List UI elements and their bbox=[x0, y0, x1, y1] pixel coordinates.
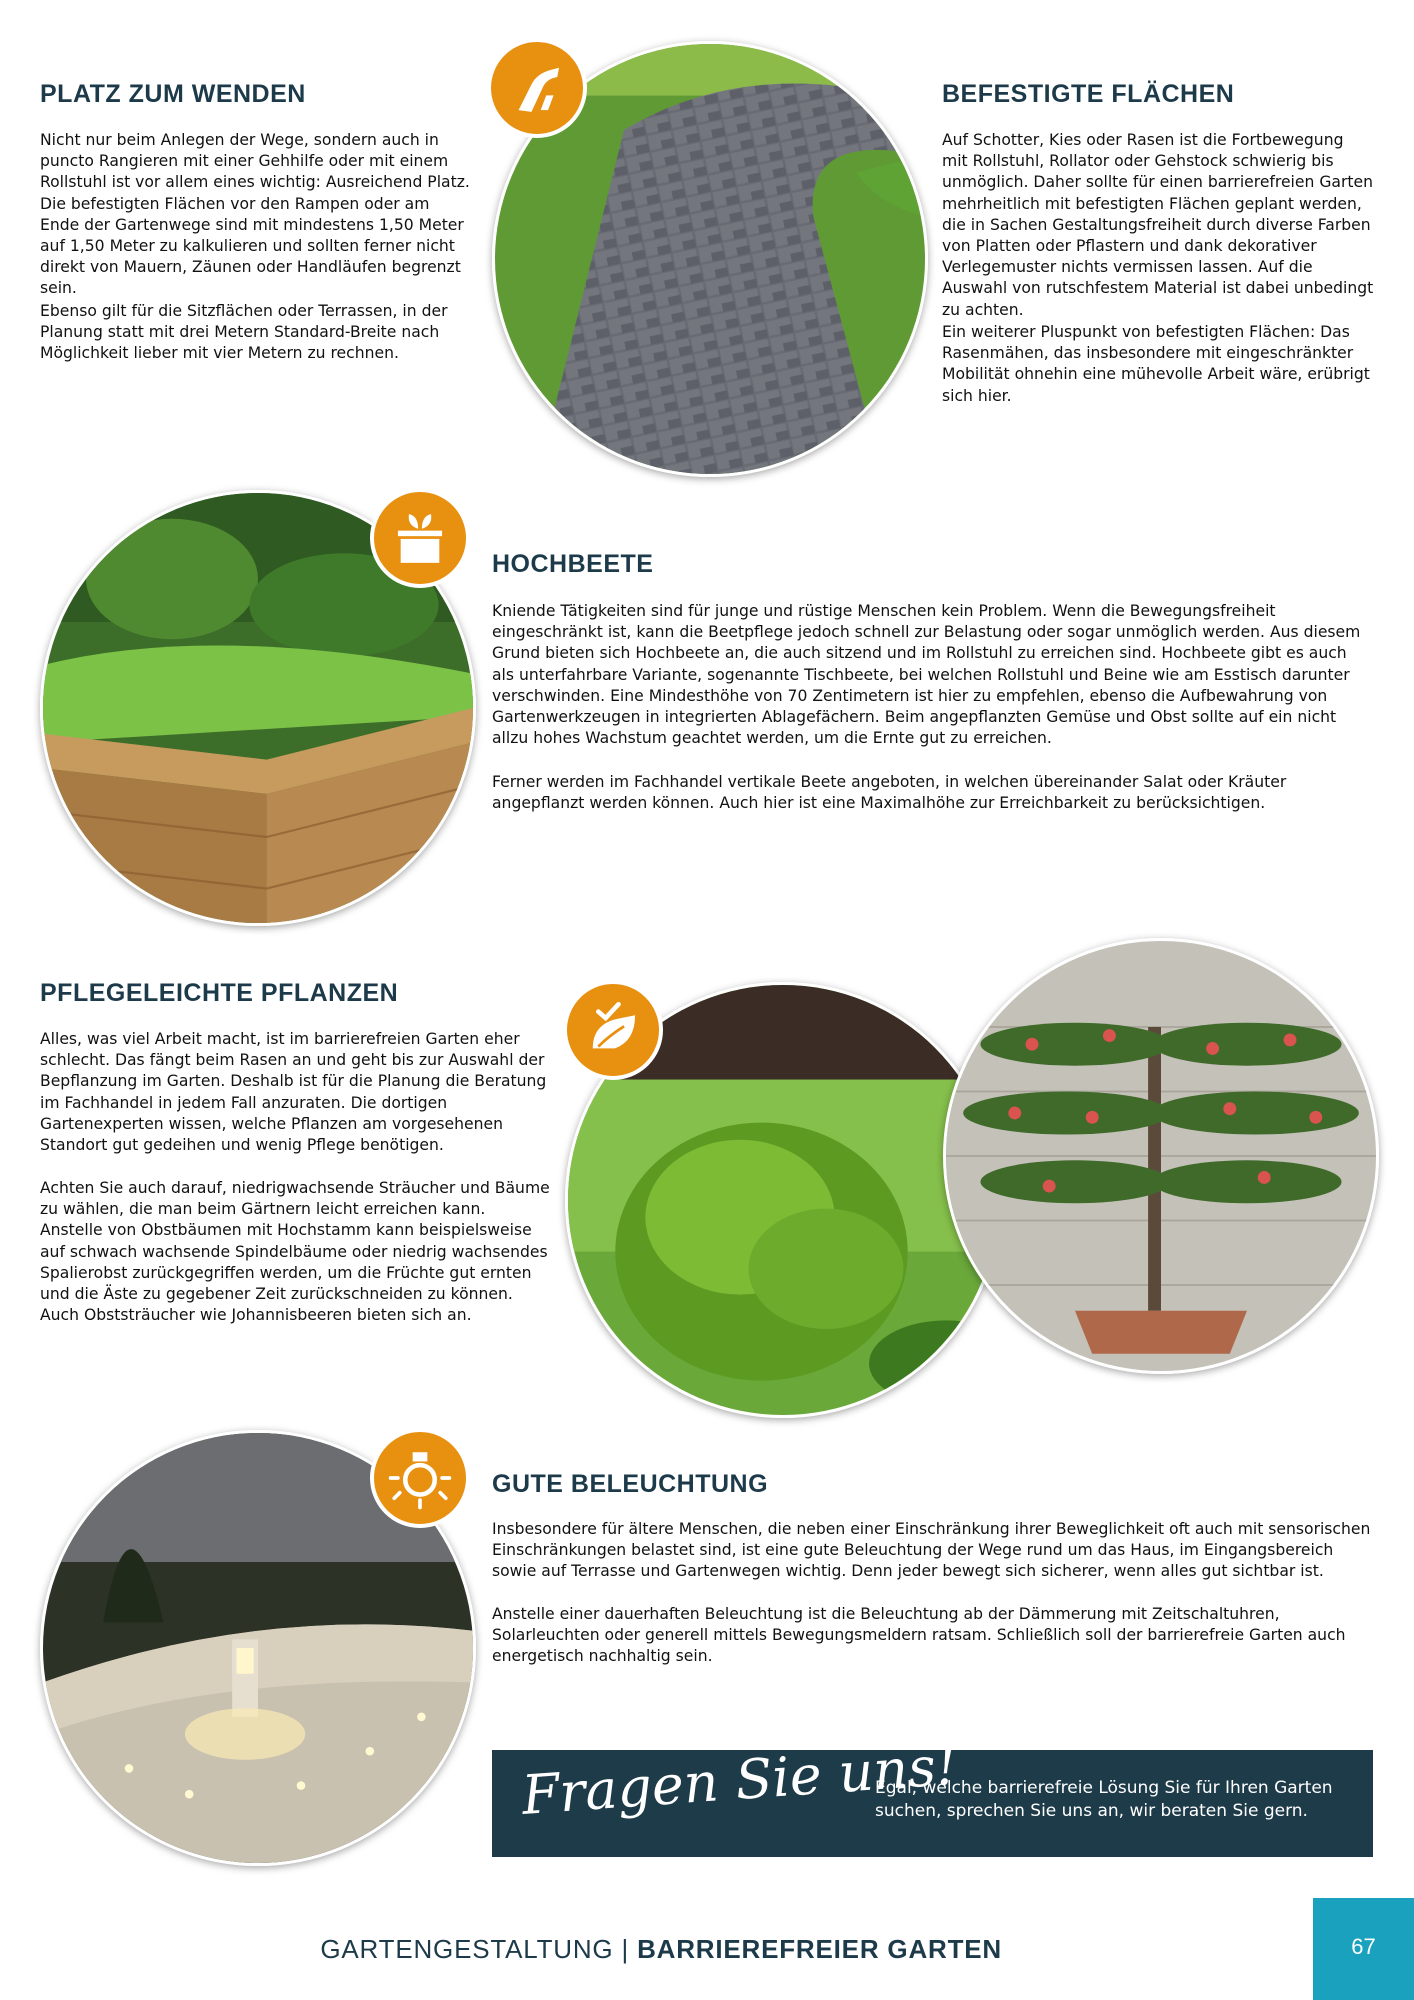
page-number-box bbox=[1313, 1898, 1414, 2000]
heading-gute-beleuchtung: GUTE BELEUCHTUNG bbox=[492, 1470, 769, 1498]
footer-separator: | bbox=[621, 1934, 630, 1964]
heading-pflegeleichte-pflanzen: PFLEGELEICHTE PFLANZEN bbox=[40, 979, 399, 1007]
heading-platz-zum-wenden: PLATZ ZUM WENDEN bbox=[40, 80, 306, 108]
heading-hochbeete: HOCHBEETE bbox=[492, 550, 654, 578]
paragraph: Kniende Tätigkeiten sind für junge und rüstige Menschen kein Problem. Wenn die Bewegungsfreiheit eingeschränkt ist, kann die Beetpflege jedoch schnell zur Belastung oder sogar unmöglich werden. Aus diesem Grund bieten sich Hochbeete an, die auch sitzend und im Rollstuhl zu erreichen sind. Hochbeete gibt es auch als unterfahrbare Variante, sogenannte Tischbeete, bei welchen Rollstuhl und Beine wie am Esstisch darunter verschwinden. Eine Mindesthöhe von 70 Zentimetern ist hier zu empfehlen, ebenso die Aufbewahrung von Gartenwerkzeugen in integrierten Ablagefächern. Beim angepflanzten Gemüse und Obst sollte auf ein nicht allzu hohes Wachstum geachtet werden, um die Ernte gut zu erreichen. bbox=[492, 602, 1361, 748]
espalier-tree-photo bbox=[943, 938, 1379, 1374]
planter-box-icon bbox=[370, 488, 470, 588]
paragraph: Insbesondere für ältere Menschen, die neben einer Einschränkung ihrer Beweglichkeit oft auch mit sensorischen Einschränkungen belastet sind, ist eine gute Beleuchtung der Wege rund um das Haus, im Eingangsbereich sowie auf Terrasse und Gartenwegen wichtig. Denn jeder bewegt sich sicherer, wenn alles gut sichtbar ist. bbox=[492, 1520, 1371, 1581]
cta-script-heading: Fragen Sie uns! bbox=[519, 1733, 960, 1827]
paragraph: Alles, was viel Arbeit macht, ist im barrierefreien Garten eher schlecht. Das fängt beim Rasen an und geht bis zur Auswahl der Bepflanzung im Garten. Deshalb ist für die Planung die Beratung im Fachhandel in jedem Fall anzuraten. Die dortigen Gartenexperten wissen, welche Pflanzen am vorgesehenen Standort gut gedeihen und wenig Pflege benötigen. bbox=[40, 1030, 547, 1155]
paragraph: Ferner werden im Fachhandel vertikale Beete angeboten, in welchen übereinander Salat oder Kräuter angepflanzt werden können. Auch hier ist eine Maximalhöhe zur Erreichbarkeit zu berücksichtigen. bbox=[492, 773, 1287, 813]
footer-page-title: BARRIEREFREIER GARTEN bbox=[637, 1934, 1002, 1964]
paragraph: Ebenso gilt für die Sitzflächen oder Terrassen, in der Planung statt mit drei Metern Standard-Breite nach Möglichkeit lieber mit vier Metern zu rechnen. bbox=[40, 302, 448, 363]
heading-befestigte-flaechen: BEFESTIGTE FLÄCHEN bbox=[942, 80, 1235, 108]
footer-title bbox=[320, 1934, 1002, 1965]
footer-category: GARTENGESTALTUNG bbox=[320, 1934, 614, 1964]
leaf-check-icon bbox=[563, 980, 663, 1080]
page-number: 67 bbox=[1351, 1934, 1376, 1959]
paragraph: Ein weiterer Pluspunkt von befestigten Flächen: Das Rasenmähen, das insbesondere mit eingeschränkter Mobilität ohnehin eine mühevolle Arbeit wäre, erübrigt sich hier. bbox=[942, 323, 1370, 405]
paragraph: Nicht nur beim Anlegen der Wege, sondern auch in puncto Rangieren mit einer Gehhilfe oder mit einem Rollstuhl ist vor allem eines wichtig: Ausreichend Platz. Die befestigten Flächen vor den Rampen oder am Ende der Gartenwege sind mit mindestens 1,50 Meter auf 1,50 Meter zu kalkulieren und sollten ferner nicht direkt von Mauern, Zäunen oder Handläufen begrenzt sein. bbox=[40, 131, 470, 298]
light-bulb-icon bbox=[370, 1428, 470, 1528]
paragraph: Achten Sie auch darauf, niedrigwachsende Sträucher und Bäume zu wählen, die man beim Gärtnern leicht erreichen kann. Anstelle von Obstbäumen mit Hochstamm kann beispielsweise auf schwach wachsende Spindelbäume oder niedrig wachsendes Spalierobst zurückgegriffen werden, um die Früchte gut ernten und die Äste zu gegebener Zeit zurückschneiden zu können. Auch Obststräucher wie Johannisbeeren bieten sich an. bbox=[40, 1179, 550, 1325]
cta-banner bbox=[492, 1733, 1373, 1857]
cta-text: Egal, welche barrierefreie Lösung Sie für Ihren Garten suchen, sprechen Sie uns an, wir beraten Sie gern. bbox=[875, 1778, 1333, 1821]
paragraph: Auf Schotter, Kies oder Rasen ist die Fortbewegung mit Rollstuhl, Rollator oder Gehstock schwierig bis unmöglich. Daher sollte für einen barrierefreien Garten mehrheitlich mit befestigten Flächen geplant werden, die in Sachen Gestaltungsfreiheit durch diverse Farben von Platten oder Pflastern und dank dekorativer Verlegemuster nichts vermissen lassen. Auf die Auswahl von rutschfestem Material ist dabei unbedingt zu achten. bbox=[942, 131, 1374, 319]
path-icon bbox=[487, 38, 587, 138]
paragraph: Anstelle einer dauerhaften Beleuchtung ist die Beleuchtung ab der Dämmerung mit Zeitschaltuhren, Solarleuchten oder generell mittels Bewegungsmeldern ratsam. Schließlich soll der barrierefreie Garten auch energetisch nachhaltig sein. bbox=[492, 1605, 1346, 1666]
